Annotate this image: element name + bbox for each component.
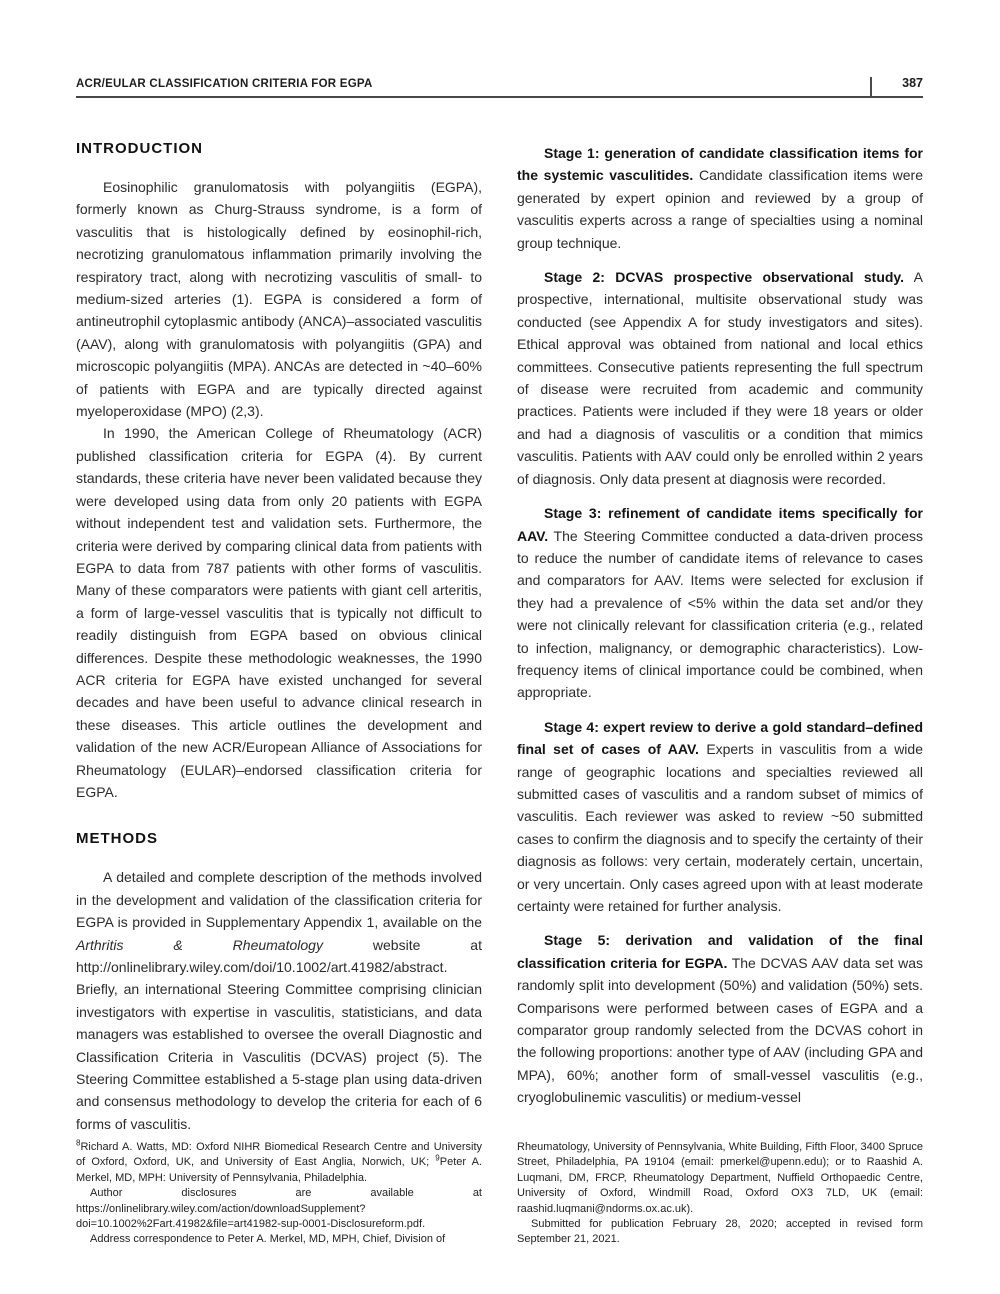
footnotes <box>76 1140 923 1248</box>
article-body <box>76 134 923 1135</box>
stage-1-heading: Stage 1: generation of candidate classification items for the systemic vasculitides. <box>517 145 923 184</box>
journal-name-italic: Arthritis & Rheumatology <box>76 936 323 953</box>
methods-text-pre: A detailed and complete description of the methods involved in the development and validation of the classification criteria for EGPA is provided in Supplementary Appendix 1, available on the <box>76 869 482 931</box>
stage-4-paragraph <box>517 716 923 918</box>
stage-5-heading: Stage 5: derivation and validation of the final classification criteria for EGPA. <box>517 932 923 971</box>
affiliation-text-a: Richard A. Watts, MD: Oxford NIHR Biomedical Research Centre and University of Oxford, Oxford, UK, and University of East Anglia, Norwich, UK; <box>76 1141 482 1169</box>
stage-2-text: A prospective, international, multisite observational study was conducted (see Appendix A for study investigators and sites). Ethical approval was obtained from national and local ethics committees. Consecutive patients representing the full spectrum of disease were recruited from academic and community practices. Patients were included if they were 18 years or older and had a diagnosis of vasculitis or a condition that mimics vasculitis. Patients with AAV could only be enrolled within 2 years of diagnosis. Only data present at diagnosis were recorded. <box>517 269 923 487</box>
section-heading-introduction: INTRODUCTION <box>76 140 203 157</box>
stage-5-paragraph <box>517 929 923 1108</box>
page-header <box>76 0 923 100</box>
footnote-marker-8: 8 <box>76 1138 81 1148</box>
footnotes-left-column <box>76 1140 482 1248</box>
footnote-submission: Submitted for publication February 28, 2020; accepted in revised form September 21, 2021. <box>517 1218 923 1246</box>
header-divider-tick <box>870 77 872 97</box>
stage-5-text: The DCVAS AAV data set was randomly split into development (50%) and validation (50%) sets. Comparisons were performed between cases of EGPA and a comparator group randomly selected from the DCVAS cohort in the following proportions: another type of AAV (including GPA and MPA), 60%; another form of small-vessel vasculitis (e.g., cryoglobulinemic vasculitis) or medium-vessel <box>517 954 923 1106</box>
intro-paragraph-1: Eosinophilic granulomatosis with polyangiitis (EGPA), formerly known as Churg-Strauss syndrome, is a form of vasculitis that is histologically defined by eosinophil-rich, necrotizing granulomatous inflammation primarily involving the respiratory tract, along with necrotizing vasculitis of small- to medium-sized arteries (1). EGPA is considered a form of antineutrophil cytoplasmic antibody (ANCA)–associated vasculitis (AAV), along with granulomatosis with polyangiitis (GPA) and microscopic polyangiitis (MPA). ANCAs are detected in ~40–60% of patients with EGPA and are typically directed against myeloperoxidase (MPO) (2,3). <box>76 179 482 420</box>
stage-1-paragraph <box>517 142 923 254</box>
footnote-marker-9: 9 <box>435 1153 440 1163</box>
page-number: 387 <box>902 76 923 90</box>
stage-4-heading: Stage 4: expert review to derive a gold standard–defined final set of cases of AAV. <box>517 718 923 758</box>
left-column <box>76 134 482 1135</box>
footnote-disclosures: Author disclosures are available at https://onlinelibrary.wiley.com/action/downloadSupplement?doi=10.1002%2Fart.41982&file=art41982-sup-0001-Disclosureform.pdf. <box>76 1187 482 1231</box>
running-title: ACR/EULAR CLASSIFICATION CRITERIA FOR EGPA <box>76 78 373 90</box>
methods-paragraph <box>76 866 482 1135</box>
affiliation-text-b: Peter A. Merkel, MD, MPH: University of Pennsylvania, Philadelphia. <box>76 1156 482 1184</box>
stage-2-paragraph <box>517 266 923 490</box>
stage-3-text: The Steering Committee conducted a data-driven process to reduce the number of candidate items of relevance to cases and comparators for AAV. Items were selected for exclusion if they had a prevalence of <5% within the data set and/or they were not clinically relevant for classification criteria (e.g., related to infection, malignancy, or demographic characteristics). Low-frequency items of clinical importance could be combined, when appropriate. <box>517 527 923 701</box>
right-column <box>517 134 923 1135</box>
footnote-affiliations <box>76 1140 482 1186</box>
stage-4-text: Experts in vasculitis from a wide range of geographic locations and specialties reviewed all submitted cases of vasculitis and a random subset of mimics of vasculitis. Each reviewer was asked to review ~50 submitted cases to confirm the diagnosis and to specify the certainty of their diagnosis as follows: very certain, moderately certain, uncertain, or very uncertain. Only cases agreed upon with at least moderate certainty were retained for further analysis. <box>517 741 923 914</box>
header-rule <box>76 96 923 98</box>
methods-text-post: website at http://onlinelibrary.wiley.com/doi/10.1002/art.41982/abstract. Briefly, an international Steering Committee comprising clinician investigators with expertise in vasculitis, statisticians, and data managers was established to oversee the overall Diagnostic and Classification Criteria in Vasculitis (DCVAS) project (5). The Steering Committee established a 5-stage plan using data-driven and consensus methodology to develop the criteria for each of 6 forms of vasculitis. <box>76 936 482 1132</box>
footnote-correspondence-left: Address correspondence to Peter A. Merkel, MD, MPH, Chief, Division of <box>90 1233 446 1246</box>
stage-2-heading: Stage 2: DCVAS prospective observational study. <box>544 269 905 286</box>
page-number-block <box>870 76 923 97</box>
stage-3-paragraph <box>517 502 923 704</box>
footnotes-right-column <box>517 1140 923 1248</box>
stage-3-heading: Stage 3: refinement of candidate items specifically for AAV. <box>517 505 923 544</box>
intro-paragraph-2: In 1990, the American College of Rheumatology (ACR) published classification criteria for EGPA (4). By current standards, these criteria have never been validated because they were developed using data from only 20 patients with EGPA without independent test and validation sets. Furthermore, the criteria were derived by comparing clinical data from patients with EGPA to data from 787 patients with other forms of vasculitis. Many of these comparators were patients with giant cell arteritis, a form of large-vessel vasculitis that is typically not difficult to readily distinguish from EGPA based on obvious clinical differences. Despite these methodologic weaknesses, the 1990 ACR criteria for EGPA have existed unchanged for several decades and have been useful to advance clinical research in these diseases. This article outlines the development and validation of the new ACR/European Alliance of Associations for Rheumatology (EULAR)–endorsed classification criteria for EGPA. <box>76 425 482 800</box>
section-heading-methods: METHODS <box>76 830 158 848</box>
stage-1-text: Candidate classification items were generated by expert opinion and reviewed by a group of vasculitis experts across a range of specialties using a nominal group technique. <box>517 167 923 251</box>
footnote-correspondence-right: Rheumatology, University of Pennsylvania, White Building, Fifth Floor, 3400 Spruce Street, Philadelphia, PA 19104 (email: pmerkel@upenn.edu); or to Raashid A. Luqmani, DM, FRCP, Rheumatology Department, Nuffield Orthopaedic Centre, University of Oxford, Windmill Road, Oxford OX3 7LD, UK (email: raashid.luqmani@ndorms.ox.ac.uk). <box>517 1141 923 1215</box>
